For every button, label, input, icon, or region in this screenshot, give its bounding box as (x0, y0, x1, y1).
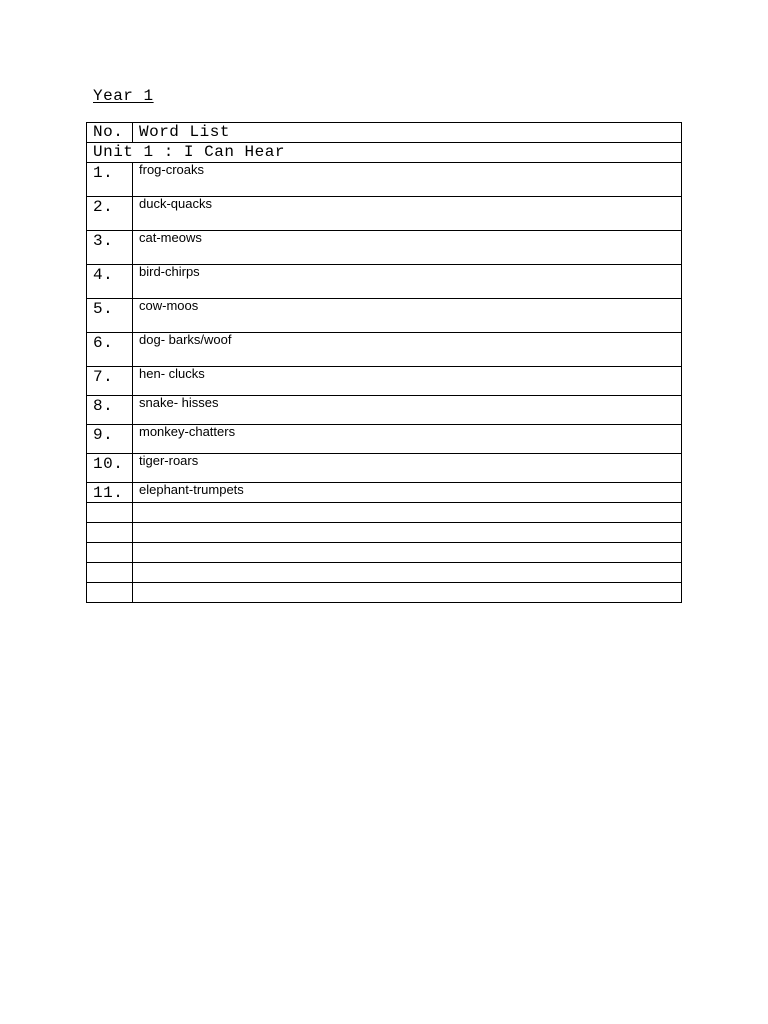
row-number: 5. (93, 300, 114, 318)
empty-word-cell (133, 543, 682, 563)
table-row (87, 333, 682, 367)
table-row (87, 425, 682, 454)
column-header-no (87, 123, 133, 143)
table-row (87, 265, 682, 299)
empty-word-cell (133, 563, 682, 583)
empty-word-cell (133, 583, 682, 603)
row-word-cell (133, 425, 682, 454)
row-number: 8. (93, 397, 114, 415)
empty-word-cell (133, 503, 682, 523)
table-header-row (87, 123, 682, 143)
row-word: cow-moos (139, 298, 199, 313)
row-word-cell (133, 231, 682, 265)
row-number-cell (87, 299, 133, 333)
row-word-cell (133, 454, 682, 483)
row-number: 3. (93, 232, 114, 250)
row-number-cell (87, 333, 133, 367)
column-header-word-list-label: Word List (139, 123, 230, 141)
word-list-table (86, 122, 682, 603)
empty-number-cell (87, 543, 133, 563)
unit-title-cell (87, 143, 682, 163)
row-number-cell (87, 163, 133, 197)
row-word: bird-chirps (139, 264, 200, 279)
table-row (87, 163, 682, 197)
empty-number-cell (87, 503, 133, 523)
table-row (87, 396, 682, 425)
empty-number-cell (87, 583, 133, 603)
row-word-cell (133, 483, 682, 503)
table-row (87, 231, 682, 265)
row-number: 11. (93, 484, 124, 502)
row-number-cell (87, 396, 133, 425)
row-number: 6. (93, 334, 114, 352)
column-header-no-label: No. (93, 123, 124, 141)
row-word-cell (133, 163, 682, 197)
empty-number-cell (87, 563, 133, 583)
empty-table-row (87, 563, 682, 583)
table-row (87, 483, 682, 503)
row-word: tiger-roars (139, 453, 199, 468)
row-word: snake- hisses (139, 395, 219, 410)
empty-table-row (87, 543, 682, 563)
row-number-cell (87, 425, 133, 454)
row-number: 4. (93, 266, 114, 284)
row-number: 7. (93, 368, 114, 386)
row-word: duck-quacks (139, 196, 212, 211)
row-word-cell (133, 197, 682, 231)
row-word-cell (133, 396, 682, 425)
row-number: 9. (93, 426, 114, 444)
row-word-cell (133, 333, 682, 367)
empty-table-row (87, 503, 682, 523)
page-heading: Year 1 (93, 87, 154, 105)
row-number-cell (87, 231, 133, 265)
row-word: monkey-chatters (139, 424, 236, 439)
row-number: 1. (93, 164, 114, 182)
row-word-cell (133, 299, 682, 333)
row-word-cell (133, 367, 682, 396)
unit-title-row (87, 143, 682, 163)
empty-word-cell (133, 523, 682, 543)
row-number-cell (87, 454, 133, 483)
empty-table-row (87, 583, 682, 603)
unit-title: Unit 1 : I Can Hear (93, 143, 285, 161)
empty-table-row (87, 523, 682, 543)
table-row (87, 367, 682, 396)
row-word: hen- clucks (139, 366, 205, 381)
row-number-cell (87, 483, 133, 503)
empty-number-cell (87, 523, 133, 543)
column-header-word-list (133, 123, 682, 143)
row-number: 10. (93, 455, 124, 473)
row-word: frog-croaks (139, 162, 205, 177)
table-row (87, 299, 682, 333)
row-number-cell (87, 367, 133, 396)
row-word: cat-meows (139, 230, 202, 245)
row-number-cell (87, 265, 133, 299)
row-word: elephant-trumpets (139, 482, 244, 497)
table-row (87, 197, 682, 231)
table-row (87, 454, 682, 483)
row-number: 2. (93, 198, 114, 216)
row-word-cell (133, 265, 682, 299)
row-number-cell (87, 197, 133, 231)
row-word: dog- barks/woof (139, 332, 232, 347)
